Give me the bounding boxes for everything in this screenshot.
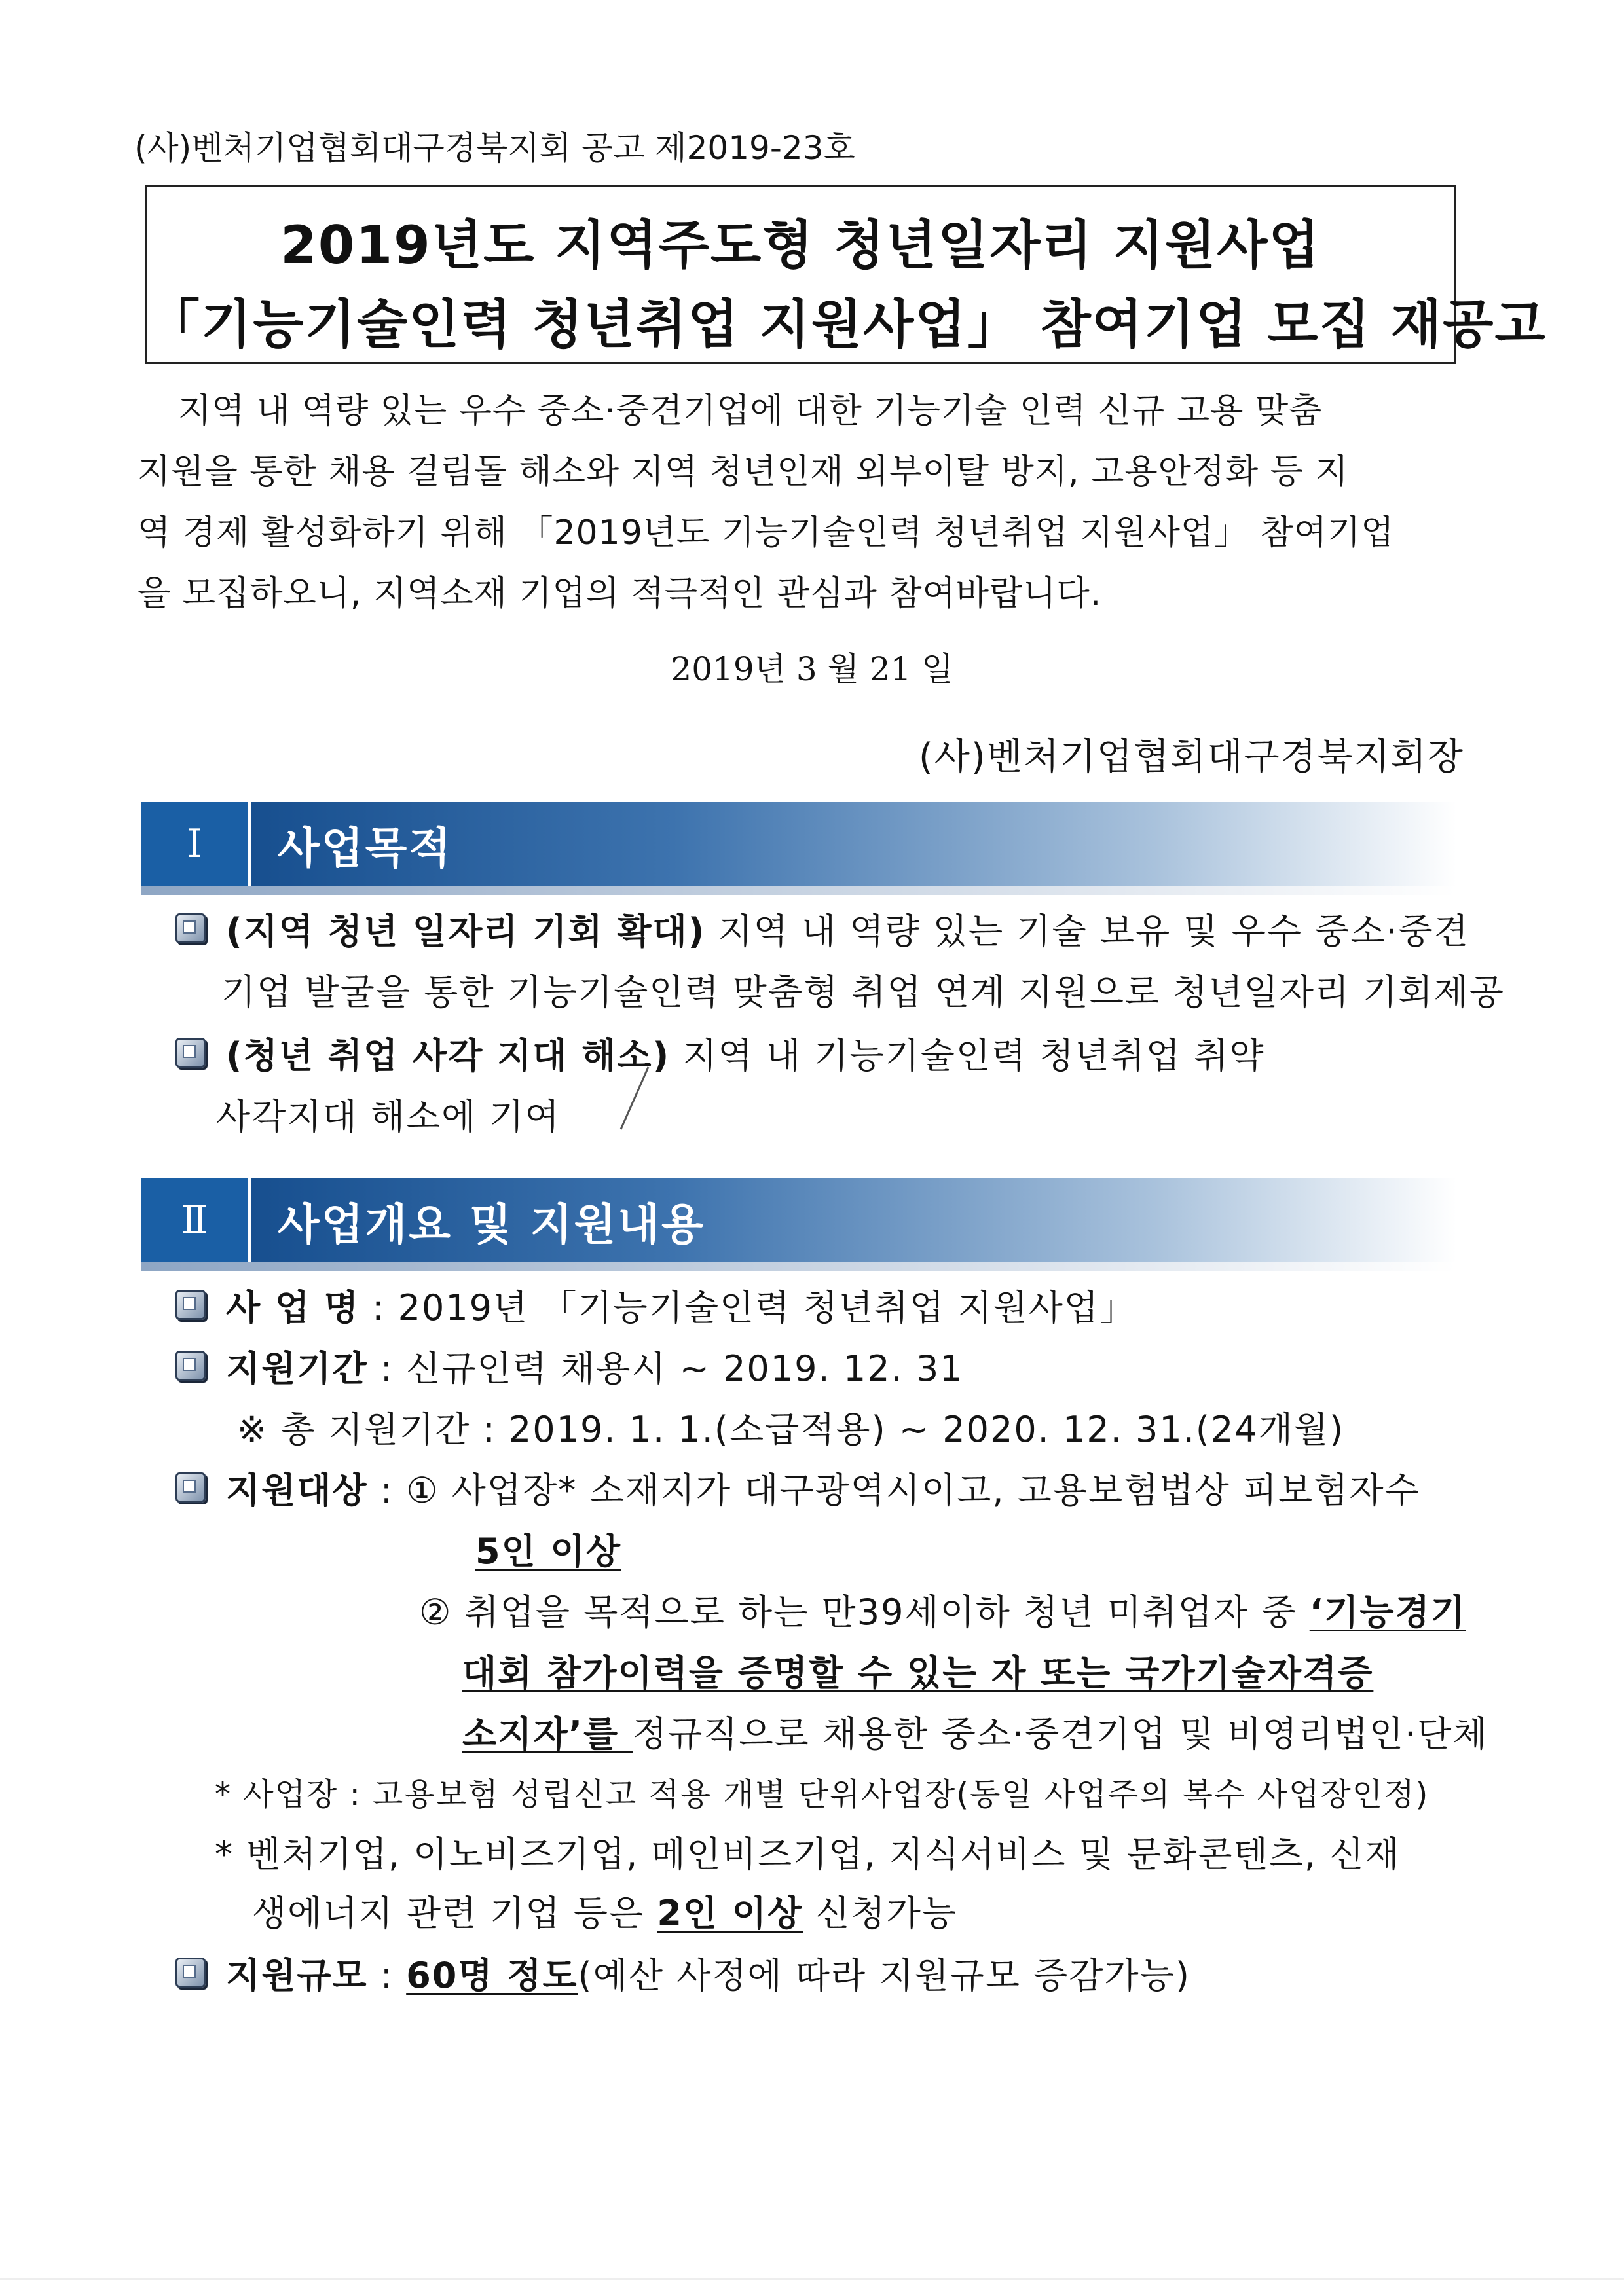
purpose-item-1-heading: (지역 청년 일자리 기회 확대): [226, 911, 706, 952]
footnote-2-a: * 벤처기업, 이노비즈기업, 메인비즈기업, 지식서비스 및 문화콘텐츠, 신재: [215, 1834, 1401, 1875]
support-target-row: [226, 1463, 1420, 1513]
purpose-item-2: [226, 1028, 1265, 1078]
section-1-title: 사업목적: [251, 802, 1456, 886]
bullet-icon: [175, 913, 206, 943]
support-period-value: : 신규인력 채용시 ~ 2019. 12. 31: [367, 1348, 964, 1389]
intro-line-1: 지역 내 역량 있는 우수 중소·중견기업에 대한 기능기술 인력 신규 고용 맞춤: [178, 392, 1323, 431]
title-line-1: 2019년도 지역주도형 청년일자리 지원사업: [280, 215, 1321, 276]
purpose-item-2-text: 지역 내 기능기술인력 청년취업 취약: [670, 1035, 1265, 1076]
section-1-number: Ⅰ: [141, 802, 248, 886]
footnote-2-b-pre: 생에너지 관련 기업 등은: [252, 1893, 657, 1934]
footnote-2-b: [252, 1886, 957, 1936]
intro-line-3: 역 경제 활성화하기 위해 「2019년도 기능기술인력 청년취업 지원사업」 참여기업: [138, 513, 1395, 553]
section-2-title: 사업개요 및 지원내용: [251, 1178, 1456, 1262]
support-period-label: 지원기간: [226, 1348, 368, 1389]
support-scale-post: (예산 사정에 따라 지원규모 증감가능): [578, 1955, 1190, 1996]
support-target-2-a: ② 취업을 목적으로 하는 만39세이하 청년 미취업자 중: [419, 1592, 1310, 1633]
intro-line-2: 지원을 통한 채용 걸림돌 해소와 지역 청년인재 외부이탈 방지, 고용안정화 등 지: [138, 452, 1349, 492]
scan-edge: [0, 2278, 1624, 2280]
section-2-number: Ⅱ: [141, 1178, 248, 1262]
support-target-2-e: 정규직으로 채용한 중소·중견기업 및 비영리법인·단체: [632, 1713, 1488, 1755]
support-target-2-d: 소지자’를: [462, 1713, 633, 1755]
purpose-item-1-cont: 기업 발굴을 통한 기능기술인력 맞춤형 취업 연계 지원으로 청년일자리 기회제공: [221, 972, 1505, 1013]
bullet-icon: [175, 1472, 206, 1503]
support-scale-pre: :: [367, 1955, 407, 1996]
purpose-item-1-text: 지역 내 역량 있는 기술 보유 및 우수 중소·중견: [705, 911, 1469, 952]
bullet-icon: [175, 1351, 206, 1381]
pen-stroke-mark: [616, 1064, 655, 1136]
support-target-2-c: 대회 참가이력을 증명할 수 있는 자 또는 국가기술자격증: [462, 1652, 1374, 1694]
footnote-2-b-post: 신청가능: [803, 1893, 958, 1934]
purpose-item-2-heading: (청년 취업 사각 지대 해소): [226, 1035, 671, 1076]
purpose-item-2-cont: 사각지대 해소에 기여: [216, 1096, 561, 1137]
bullet-icon: [175, 1958, 206, 1988]
intro-line-4: 을 모집하오니, 지역소재 기업의 적극적인 관심과 참여바랍니다.: [138, 574, 1102, 613]
support-scale-row: [226, 1948, 1190, 1998]
support-target-2: [419, 1584, 1466, 1635]
support-scale-underlined: 60명 정도: [406, 1955, 578, 1996]
project-name-label: 사 업 명: [226, 1287, 360, 1328]
support-target-2-b: ‘기능경기: [1309, 1592, 1466, 1633]
notice-number: (사)벤처기업협회대구경북지회 공고 제2019-23호: [134, 129, 855, 167]
support-period-note: ※ 총 지원기간 : 2019. 1. 1.(소급적용) ~ 2020. 12. 31.(24개월): [237, 1409, 1345, 1450]
support-target-2-d-row: [462, 1706, 1488, 1757]
support-target-1: : ① 사업장* 소재지가 대구광역시이고, 고용보험법상 피보험자수: [367, 1470, 1420, 1511]
project-name-row: [226, 1280, 1136, 1330]
project-name-value: : 2019년 「기능기술인력 청년취업 지원사업」: [360, 1287, 1136, 1328]
bullet-icon: [175, 1038, 206, 1068]
title-line-2: 「기능기술인력 청년취업 지원사업」 참여기업 모집 재공고: [147, 294, 1547, 355]
section-2-divider: [141, 1262, 1456, 1271]
support-target-label: 지원대상: [226, 1470, 368, 1511]
notice-date: 2019년 3 월 21 일: [671, 650, 953, 688]
support-target-1-cont: 5인 이상: [475, 1531, 621, 1572]
support-period-row: [226, 1341, 964, 1391]
purpose-item-1: [226, 903, 1469, 954]
section-1-divider: [141, 886, 1456, 895]
support-scale-label: 지원규모: [226, 1955, 368, 1996]
bullet-icon: [175, 1290, 206, 1320]
title-box: [145, 185, 1547, 364]
signature: (사)벤처기업협회대구경북지회장: [918, 736, 1464, 778]
footnote-2-b-underlined: 2인 이상: [657, 1893, 803, 1934]
footnote-1: * 사업장 : 고용보험 성립신고 적용 개별 단위사업장(동일 사업주의 복수 사업장인정): [215, 1776, 1430, 1813]
